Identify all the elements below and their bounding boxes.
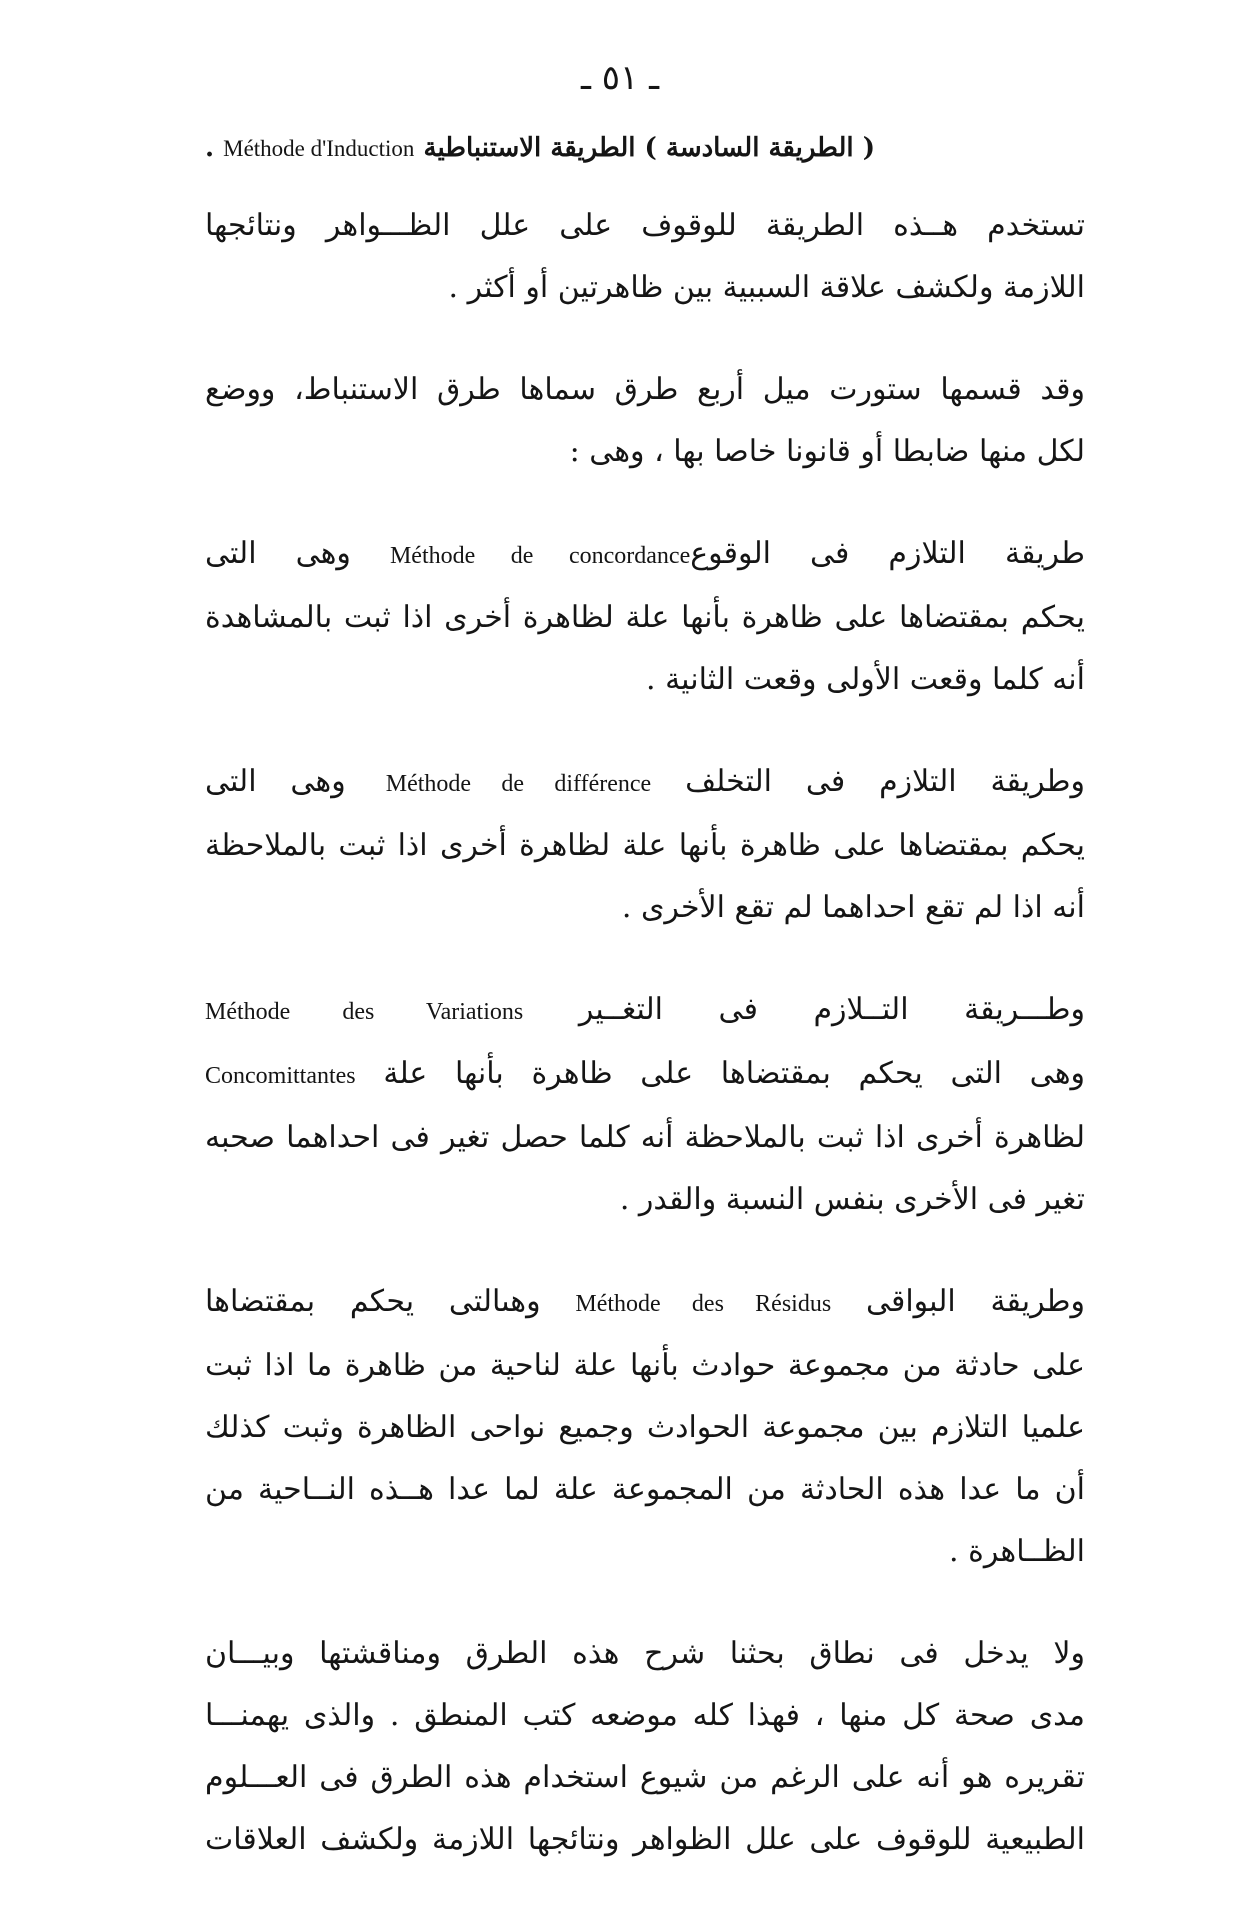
text-line: تقريره هو أنه على الرغم من شيوع استخدام هذه الطرق فى العـــلوم [205, 1760, 1085, 1795]
text-line: أنه اذا لم تقع احداهما لم تقع الأخرى . [621, 890, 1085, 925]
section-heading [205, 128, 1085, 169]
text-line: مدى صحة كل منها ، فهذا كله موضعه كتب المنطق . والذى يهمنـــا [205, 1698, 1085, 1733]
text-line: لكل منها ضابطا أو قانونا خاصا بها ، وهى : [569, 434, 1085, 469]
paragraph-division [205, 359, 1085, 483]
paragraph-intro [205, 195, 1085, 319]
text-line [205, 1043, 1085, 1107]
text-line [205, 979, 1085, 1043]
text-line: علميا التلازم بين مجموعة الحوادث وجميع نواحى الظاهرة وثبت كذلك [205, 1410, 1085, 1445]
text-line: على حادثة من مجموعة حوادث بأنها علة لناحية من ظاهرة ما اذا ثبت [205, 1348, 1085, 1383]
line-part: وهىالتى يحكم بمقتضاها [205, 1284, 541, 1319]
line-part: طريقة التلازم فى الوقوع [690, 536, 1085, 571]
text-line: الظــاهرة . [949, 1534, 1085, 1569]
text-line: تستخدم هــذه الطريقة للوقوف على علل الظـــواهر ونتائجها [205, 208, 1085, 243]
heading-latin: Méthode d'Induction [223, 136, 415, 161]
text-line [205, 751, 1085, 815]
text-line: يحكم بمقتضاها على ظاهرة بأنها علة لظاهرة أخرى اذا ثبت بالملاحظة [205, 828, 1085, 863]
line-part: وطريقة التلازم فى التخلف [685, 764, 1085, 799]
line-part: وطـــريقة التــلازم فى التغــير [578, 992, 1085, 1027]
method-term-difference: Méthode de différence [385, 771, 652, 797]
text-line [205, 1271, 1085, 1335]
text-line: ولا يدخل فى نطاق بحثنا شرح هذه الطرق ومناقشتها وبيـــان [205, 1636, 1085, 1671]
text-line: تغير فى الأخرى بنفس النسبة والقدر . [619, 1182, 1085, 1217]
method-term-concordance: Méthode de concordance [389, 543, 691, 569]
method-term-variations: Méthode des Variations [205, 999, 524, 1025]
text-line [205, 523, 1085, 587]
paragraph-conclusion [205, 1623, 1085, 1871]
text-line: أن ما عدا هذه الحادثة من المجموعة علة لما عدا هــذه النــاحية من [205, 1472, 1085, 1507]
heading-arabic: ( الطريقة السادسة ) الطريقة الاستنباطية [423, 133, 875, 163]
text-line: يحكم بمقتضاها على ظاهرة بأنها علة لظاهرة أخرى اذا ثبت بالمشاهدة [205, 600, 1085, 635]
page-number: ـ ٥١ ـ [580, 58, 660, 98]
method-term-residus: Méthode des Résidus [575, 1291, 832, 1317]
heading-trail: . [205, 133, 215, 163]
line-part: وهى التى [205, 764, 346, 799]
line-part: وهى التى يحكم بمقتضاها على ظاهرة بأنها علة [383, 1056, 1085, 1091]
text-line: لظاهرة أخرى اذا ثبت بالملاحظة أنه كلما حصل تغير فى احداهما صحبه [205, 1120, 1085, 1155]
text-line: أنه كلما وقعت الأولى وقعت الثانية . [646, 662, 1085, 697]
line-part: وهى التى [205, 536, 351, 571]
paragraph-concordance [205, 523, 1085, 711]
text-line: اللازمة ولكشف علاقة السببية بين ظاهرتين أو أكثر . [448, 270, 1085, 305]
paragraph-variations [205, 979, 1085, 1231]
text-line: الطبيعية للوقوف على علل الظواهر ونتائجها اللازمة ولكشف العلاقات [205, 1822, 1085, 1857]
method-term-concomittantes: Concomittantes [205, 1063, 356, 1089]
paragraph-difference [205, 751, 1085, 939]
paragraph-residues [205, 1271, 1085, 1583]
page-body [205, 128, 1085, 1911]
line-part: وطريقة البواقى [865, 1284, 1085, 1319]
text-line: وقد قسمها ستورت ميل أربع طرق سماها طرق الاستنباط، ووضع [205, 372, 1085, 407]
